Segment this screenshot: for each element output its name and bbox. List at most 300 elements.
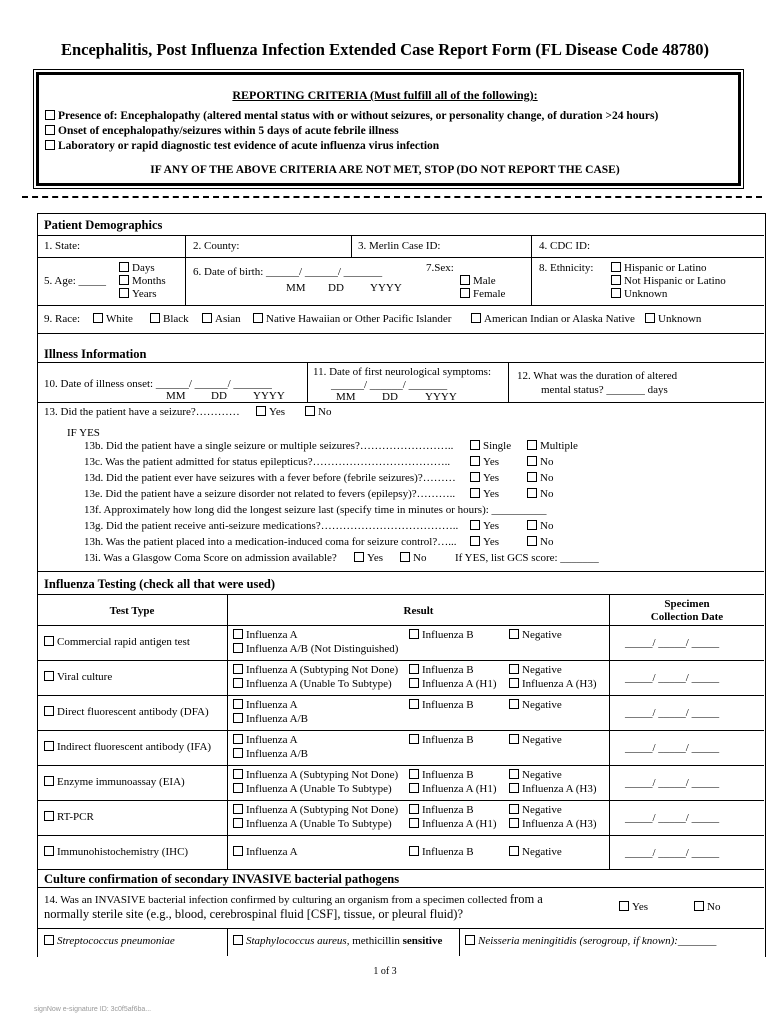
race-option-asian[interactable]	[202, 313, 241, 326]
divider	[37, 800, 764, 801]
checkbox-icon[interactable]	[233, 664, 243, 674]
invasive-infection-no[interactable]	[694, 901, 720, 914]
race-option-american-indian[interactable]	[471, 313, 635, 326]
result-option[interactable]	[509, 678, 597, 691]
specimen-date-field[interactable]: _____/ _____/ _____	[625, 671, 720, 684]
criteria-stop-note: IF ANY OF THE ABOVE CRITERIA ARE NOT MET, STOP (DO NOT REPORT THE CASE)	[150, 164, 620, 176]
option-label: Yes	[483, 536, 500, 548]
criteria-item-label: Laboratory or rapid diagnostic test evidence of acute influenza virus infection	[58, 140, 440, 152]
result-option[interactable]	[509, 804, 562, 817]
race-option-black[interactable]	[150, 313, 189, 326]
option-label: Direct fluorescent antibody (DFA)	[57, 705, 209, 718]
checkbox-icon[interactable]	[233, 769, 243, 779]
option-label: Influenza A (H3)	[522, 818, 597, 830]
checkbox-icon[interactable]	[619, 901, 629, 911]
option-label: Influenza A (Subtyping Not Done)	[246, 804, 399, 816]
checkbox-icon[interactable]	[527, 536, 537, 546]
checkbox-icon[interactable]	[509, 629, 519, 639]
option-label: Yes	[632, 901, 649, 913]
result-option[interactable]	[509, 818, 597, 831]
checkbox-icon[interactable]	[150, 313, 160, 323]
specimen-date-field[interactable]: _____/ _____/ _____	[625, 776, 720, 789]
checkbox-icon[interactable]	[470, 488, 480, 498]
epilepsy-yes[interactable]	[470, 488, 499, 501]
divider	[227, 594, 228, 869]
divider	[37, 869, 764, 870]
result-option[interactable]	[233, 699, 298, 712]
option-label: Influenza A (H3)	[522, 678, 597, 690]
option-label: Influenza A (H1)	[422, 678, 497, 690]
checkbox-icon[interactable]	[44, 811, 54, 821]
test-type-option[interactable]	[44, 846, 188, 859]
checkbox-icon[interactable]	[233, 818, 243, 828]
checkbox-icon[interactable]	[202, 313, 212, 323]
checkbox-icon[interactable]	[509, 783, 519, 793]
race-option-white[interactable]	[93, 313, 133, 326]
checkbox-icon[interactable]	[509, 664, 519, 674]
result-option[interactable]	[233, 643, 398, 656]
cut-line-divider	[22, 196, 762, 198]
checkbox-icon[interactable]	[611, 288, 621, 298]
invasive-infection-question-line2: normally sterile site (e.g., blood, cerebrospinal fluid [CSF], tissue, or pleural fluid)?	[44, 907, 464, 921]
checkbox-icon[interactable]	[45, 140, 55, 150]
result-option[interactable]	[509, 699, 562, 712]
checkbox-icon[interactable]	[44, 935, 54, 945]
checkbox-icon[interactable]	[44, 671, 54, 681]
option-label: Negative	[522, 769, 562, 781]
checkbox-icon[interactable]	[527, 488, 537, 498]
cdc-id-field[interactable]: 4. CDC ID:	[539, 240, 591, 252]
option-label: Days	[132, 262, 155, 274]
option-label: Enzyme immunoassay (EIA)	[57, 775, 185, 788]
merlin-case-id-field[interactable]: 3. Merlin Case ID:	[358, 240, 441, 252]
option-label: Influenza A	[246, 734, 298, 746]
race-label: 9. Race:	[44, 313, 81, 325]
option-label: Indirect fluorescent antibody (IFA)	[57, 740, 212, 753]
option-label: Influenza A (Subtyping Not Done)	[246, 664, 399, 676]
checkbox-icon[interactable]	[409, 629, 419, 639]
divider	[185, 235, 186, 257]
specimen-date-field[interactable]: _____/ _____/ _____	[625, 636, 720, 649]
option-label: Yes	[483, 456, 500, 468]
gcs-yes[interactable]	[354, 552, 383, 565]
onset-format-mm: MM	[166, 390, 186, 402]
result-option[interactable]	[509, 629, 562, 642]
option-label: No	[413, 552, 427, 564]
ethnicity-option-unknown[interactable]	[611, 288, 667, 301]
result-option[interactable]	[409, 804, 474, 817]
divider	[37, 594, 764, 595]
checkbox-icon[interactable]	[470, 472, 480, 482]
option-label: Unknown	[624, 288, 668, 300]
col-result: Result	[403, 605, 434, 617]
test-type-option[interactable]	[44, 741, 211, 754]
age-unit-months[interactable]	[119, 275, 166, 288]
result-option[interactable]	[233, 629, 298, 642]
option-label: American Indian or Alaska Native	[484, 313, 635, 325]
sex-option-female[interactable]	[460, 288, 505, 301]
option-label: Influenza A/B	[246, 748, 309, 760]
checkbox-icon[interactable]	[119, 275, 129, 285]
divider	[37, 730, 764, 731]
option-label: Native Hawaiian or Other Pacific Islander	[266, 313, 452, 325]
seizure-sub-13d: 13d. Did the patient ever have seizures with a fever before (febrile seizures)?………	[84, 472, 456, 484]
checkbox-icon[interactable]	[409, 699, 419, 709]
divider	[37, 257, 764, 258]
checkbox-icon[interactable]	[470, 440, 480, 450]
pathogen-staph-aureus[interactable]	[233, 935, 442, 948]
option-label: Multiple	[540, 440, 578, 452]
checkbox-icon[interactable]	[409, 804, 419, 814]
checkbox-icon[interactable]	[305, 406, 315, 416]
anti-seizure-meds-yes[interactable]	[470, 520, 499, 533]
result-option[interactable]	[409, 629, 474, 642]
divider	[37, 235, 764, 236]
ethnicity-option-not-hispanic[interactable]	[611, 275, 726, 288]
neuro-format-dd: DD	[382, 391, 398, 403]
criteria-heading: REPORTING CRITERIA (Must fulfill all of the following):	[232, 88, 538, 102]
option-label: No	[318, 406, 332, 418]
col-collection-date: Collection Date	[650, 611, 724, 623]
checkbox-icon[interactable]	[470, 536, 480, 546]
neuro-format-yyyy: YYYY	[425, 391, 457, 403]
checkbox-icon[interactable]	[509, 678, 519, 688]
if-yes-label: IF YES	[67, 427, 100, 439]
checkbox-icon[interactable]	[509, 699, 519, 709]
divider	[37, 625, 764, 626]
checkbox-icon[interactable]	[509, 769, 519, 779]
option-label: Black	[163, 313, 189, 325]
divider	[531, 235, 532, 305]
page-number: 1 of 3	[373, 966, 397, 977]
section-patient-demographics: Patient Demographics	[44, 218, 163, 232]
option-label: Female	[473, 288, 506, 300]
option-label: Single	[483, 440, 512, 452]
sex-option-male[interactable]	[460, 275, 496, 288]
febrile-seizures-no[interactable]	[527, 472, 553, 485]
checkbox-icon[interactable]	[509, 804, 519, 814]
result-option[interactable]	[409, 678, 497, 691]
checkbox-icon[interactable]	[119, 288, 129, 298]
race-option-pacific-islander[interactable]	[253, 313, 451, 326]
neuro-format-mm: MM	[336, 391, 356, 403]
result-option[interactable]	[233, 783, 392, 796]
checkbox-icon[interactable]	[45, 110, 55, 120]
checkbox-icon[interactable]	[645, 313, 655, 323]
seizure-single-option[interactable]	[470, 440, 511, 453]
option-label: Months	[132, 275, 166, 287]
checkbox-icon[interactable]	[233, 935, 243, 945]
dob-format-dd: DD	[328, 282, 344, 294]
divider	[307, 362, 764, 363]
result-option[interactable]	[409, 783, 497, 796]
criteria-item-1[interactable]	[45, 110, 658, 123]
divider	[351, 235, 352, 257]
invasive-infection-question	[44, 893, 543, 907]
invasive-infection-yes[interactable]	[619, 901, 648, 914]
option-label: No	[540, 456, 554, 468]
state-field[interactable]: 1. State:	[44, 240, 81, 252]
checkbox-icon[interactable]	[354, 552, 364, 562]
checkbox-icon[interactable]	[233, 734, 243, 744]
checkbox-icon[interactable]	[44, 741, 54, 751]
option-label: Influenza A (Unable To Subtype)	[246, 783, 392, 795]
result-option[interactable]	[233, 678, 392, 691]
seizure-yes[interactable]	[256, 406, 285, 419]
option-label: Influenza B	[422, 845, 474, 858]
result-option[interactable]	[233, 748, 308, 761]
gcs-score-field[interactable]: If YES, list GCS score: _______	[455, 552, 599, 564]
checkbox-icon[interactable]	[470, 520, 480, 530]
ethnicity-option-hispanic[interactable]	[611, 262, 706, 275]
option-label: Negative	[522, 734, 562, 746]
specimen-date-field[interactable]: _____/ _____/ _____	[625, 741, 720, 754]
option-label: Immunohistochemistry (IHC)	[57, 845, 189, 858]
option-label: Influenza A (H1)	[422, 818, 497, 830]
pathogen-neisseria[interactable]	[465, 935, 716, 948]
seizure-no[interactable]	[305, 406, 331, 419]
checkbox-icon[interactable]	[409, 846, 419, 856]
checkbox-icon[interactable]	[233, 629, 243, 639]
age-unit-days[interactable]	[119, 262, 155, 275]
option-label: Influenza A (Subtyping Not Done)	[246, 769, 399, 781]
result-option[interactable]	[409, 699, 474, 712]
checkbox-icon[interactable]	[409, 818, 419, 828]
option-label: Influenza A	[246, 845, 298, 858]
result-option[interactable]	[233, 846, 298, 859]
option-label: Years	[132, 288, 157, 300]
checkbox-icon[interactable]	[465, 935, 475, 945]
checkbox-icon[interactable]	[400, 552, 410, 562]
test-type-option[interactable]	[44, 776, 185, 789]
induced-coma-yes[interactable]	[470, 536, 499, 549]
option-label: White	[106, 313, 133, 325]
test-type-option[interactable]	[44, 706, 209, 719]
form-title: Encephalitis, Post Influenza Infection Extended Case Report Form (FL Disease Code 48780)	[60, 40, 710, 59]
checkbox-icon[interactable]	[233, 643, 243, 653]
result-option[interactable]	[409, 818, 497, 831]
checkbox-icon[interactable]	[471, 313, 481, 323]
gcs-question: 13i. Was a Glasgow Coma Score on admission available?	[84, 552, 337, 564]
checkbox-icon[interactable]	[44, 776, 54, 786]
col-specimen: Specimen	[664, 598, 710, 610]
checkbox-icon[interactable]	[409, 734, 419, 744]
option-label: No	[540, 488, 554, 500]
checkbox-icon[interactable]	[93, 313, 103, 323]
checkbox-icon[interactable]	[460, 275, 470, 285]
checkbox-icon[interactable]	[527, 456, 537, 466]
option-label: Influenza B	[422, 699, 474, 711]
result-option[interactable]	[509, 734, 562, 747]
divider	[37, 887, 764, 888]
divider	[37, 835, 764, 836]
checkbox-icon[interactable]	[233, 804, 243, 814]
checkbox-icon[interactable]	[44, 706, 54, 716]
onset-format-dd: DD	[211, 390, 227, 402]
status-epilepticus-yes[interactable]	[470, 456, 499, 469]
dob-format-mm: MM	[286, 282, 306, 294]
option-label: Negative	[522, 629, 562, 641]
epilepsy-no[interactable]	[527, 488, 553, 501]
result-option[interactable]	[509, 769, 562, 782]
checkbox-icon[interactable]	[509, 846, 519, 856]
option-label: No	[707, 901, 721, 913]
checkbox-icon[interactable]	[233, 783, 243, 793]
criteria-item-label: Presence of: Encephalopathy (altered mental status with or without seizures, or personality change, of duration >24 hours)	[58, 110, 659, 122]
test-type-option[interactable]	[44, 671, 112, 684]
option-label: Asian	[215, 313, 241, 325]
col-test-type: Test Type	[109, 605, 155, 617]
section-culture-confirmation: Culture confirmation of secondary INVASIVE bacterial pathogens	[44, 872, 400, 886]
illness-onset-date-field[interactable]: 10. Date of illness onset: ______/ ______/ _______	[44, 378, 272, 390]
seizure-sub-13h: 13h. Was the patient placed into a medication-induced coma for seizure control?…...	[84, 536, 457, 548]
checkbox-icon[interactable]	[233, 678, 243, 688]
longest-seizure-field[interactable]: 13f. Approximately how long did the longest seizure last (specify time in minutes or hours): __________	[84, 504, 547, 516]
divider	[508, 362, 509, 402]
option-label: Yes	[269, 406, 286, 418]
checkbox-icon[interactable]	[233, 699, 243, 709]
age-unit-years[interactable]	[119, 288, 157, 301]
section-influenza-testing: Influenza Testing (check all that were used)	[44, 577, 276, 591]
checkbox-icon[interactable]	[233, 846, 243, 856]
option-label: Not Hispanic or Latino	[624, 275, 726, 287]
result-option[interactable]	[233, 734, 298, 747]
checkbox-icon[interactable]	[233, 748, 243, 758]
checkbox-icon[interactable]	[611, 275, 621, 285]
specimen-date-field[interactable]: _____/ _____/ _____	[625, 811, 720, 824]
checkbox-icon[interactable]	[509, 734, 519, 744]
result-option[interactable]	[509, 846, 562, 859]
divider	[37, 695, 764, 696]
option-label: Negative	[522, 804, 562, 816]
result-option[interactable]	[233, 804, 398, 817]
seizure-sub-13c: 13c. Was the patient admitted for status epilepticus?………………………………..	[84, 456, 451, 468]
result-option[interactable]	[233, 713, 308, 726]
seizure-sub-13g: 13g. Did the patient receive anti-seizure medications?………………………………..	[84, 520, 459, 532]
neuro-symptoms-date-field[interactable]: ______/ ______/ _______	[331, 379, 448, 391]
result-option[interactable]	[509, 783, 597, 796]
checkbox-icon[interactable]	[256, 406, 266, 416]
result-option[interactable]	[409, 734, 474, 747]
divider	[37, 571, 764, 572]
anti-seizure-meds-no[interactable]	[527, 520, 553, 533]
neuro-symptoms-label: 11. Date of first neurological symptoms:	[313, 366, 492, 378]
checkbox-icon[interactable]	[45, 125, 55, 135]
race-option-unknown[interactable]	[645, 313, 701, 326]
checkbox-icon[interactable]	[470, 456, 480, 466]
criteria-item-3[interactable]	[45, 140, 439, 153]
checkbox-icon[interactable]	[233, 713, 243, 723]
pathogen-strep-pneumoniae[interactable]	[44, 935, 175, 948]
induced-coma-no[interactable]	[527, 536, 553, 549]
result-option[interactable]	[233, 664, 398, 677]
checkbox-icon[interactable]	[119, 262, 129, 272]
option-label: Hispanic or Latino	[624, 262, 707, 274]
option-label: Viral culture	[57, 670, 113, 683]
option-label: Influenza A (H1)	[422, 783, 497, 795]
divider	[227, 928, 228, 956]
option-label: Yes	[483, 488, 500, 500]
result-option[interactable]	[233, 818, 392, 831]
section-illness-information: Illness Information	[44, 347, 147, 361]
divider	[609, 594, 610, 869]
test-type-option[interactable]	[44, 636, 190, 649]
result-option[interactable]	[409, 846, 474, 859]
age-field[interactable]: 5. Age: _____	[44, 275, 107, 287]
febrile-seizures-yes[interactable]	[470, 472, 499, 485]
divider	[37, 362, 307, 363]
option-label: Influenza A/B (Not Distinguished)	[246, 643, 399, 655]
result-option[interactable]	[409, 664, 474, 677]
altered-mental-status-days-field[interactable]: mental status? _______ days	[541, 384, 668, 396]
onset-format-yyyy: YYYY	[253, 390, 285, 402]
ethnicity-label: 8. Ethnicity:	[539, 262, 594, 274]
divider	[37, 765, 764, 766]
option-label: Streptococcus pneumoniae	[57, 935, 175, 947]
checkbox-icon[interactable]	[409, 678, 419, 688]
option-label: Staphylococcus aureus,	[246, 935, 350, 947]
result-option[interactable]	[409, 769, 474, 782]
checkbox-icon[interactable]	[694, 901, 704, 911]
criteria-item-label: Onset of encephalopathy/seizures within 5 days of acute febrile illness	[58, 125, 399, 137]
checkbox-icon[interactable]	[611, 262, 621, 272]
question-text: 14. Was an INVASIVE bacterial infection confirmed by culturing an organism from a specimen collected	[44, 894, 508, 906]
option-label: Negative	[522, 845, 562, 858]
divider	[307, 362, 308, 402]
checkbox-icon[interactable]	[460, 288, 470, 298]
result-option[interactable]	[509, 664, 562, 677]
checkbox-icon[interactable]	[527, 520, 537, 530]
checkbox-icon[interactable]	[409, 769, 419, 779]
date-of-birth-field[interactable]: 6. Date of birth: ______/ ______/ _______	[193, 266, 383, 278]
checkbox-icon[interactable]	[409, 783, 419, 793]
option-label: No	[540, 536, 554, 548]
option-label: Influenza B	[422, 804, 474, 816]
option-label: No	[540, 520, 554, 532]
specimen-date-field[interactable]: _____/ _____/ _____	[625, 846, 720, 859]
option-label: sensitive	[402, 935, 443, 947]
option-label: RT-PCR	[57, 810, 94, 823]
checkbox-icon[interactable]	[527, 440, 537, 450]
option-label: Influenza B	[422, 629, 474, 641]
criteria-item-2[interactable]	[45, 125, 399, 138]
checkbox-icon[interactable]	[44, 846, 54, 856]
checkbox-icon[interactable]	[527, 472, 537, 482]
option-label: Influenza B	[422, 769, 474, 781]
checkbox-icon[interactable]	[509, 818, 519, 828]
test-type-option[interactable]	[44, 811, 94, 824]
gcs-no[interactable]	[400, 552, 426, 565]
result-option[interactable]	[233, 769, 398, 782]
seizure-multiple-option[interactable]	[527, 440, 578, 453]
option-label: Yes	[483, 472, 500, 484]
checkbox-icon[interactable]	[409, 664, 419, 674]
status-epilepticus-no[interactable]	[527, 456, 553, 469]
option-label: Negative	[522, 699, 562, 711]
option-label: Unknown	[658, 313, 702, 325]
seizure-sub-13b: 13b. Did the patient have a single seizure or multiple seizures?……………………..	[84, 440, 454, 452]
option-label: Commercial rapid antigen test	[57, 635, 190, 648]
option-label: Influenza A (Unable To Subtype)	[246, 678, 392, 690]
divider	[459, 928, 460, 956]
option-label: Influenza A/B	[246, 713, 309, 725]
specimen-date-field[interactable]: _____/ _____/ _____	[625, 706, 720, 719]
option-label: Influenza A	[246, 629, 298, 641]
option-label: Yes	[483, 520, 500, 532]
checkbox-icon[interactable]	[44, 636, 54, 646]
county-field[interactable]: 2. County:	[193, 240, 240, 252]
checkbox-icon[interactable]	[253, 313, 263, 323]
